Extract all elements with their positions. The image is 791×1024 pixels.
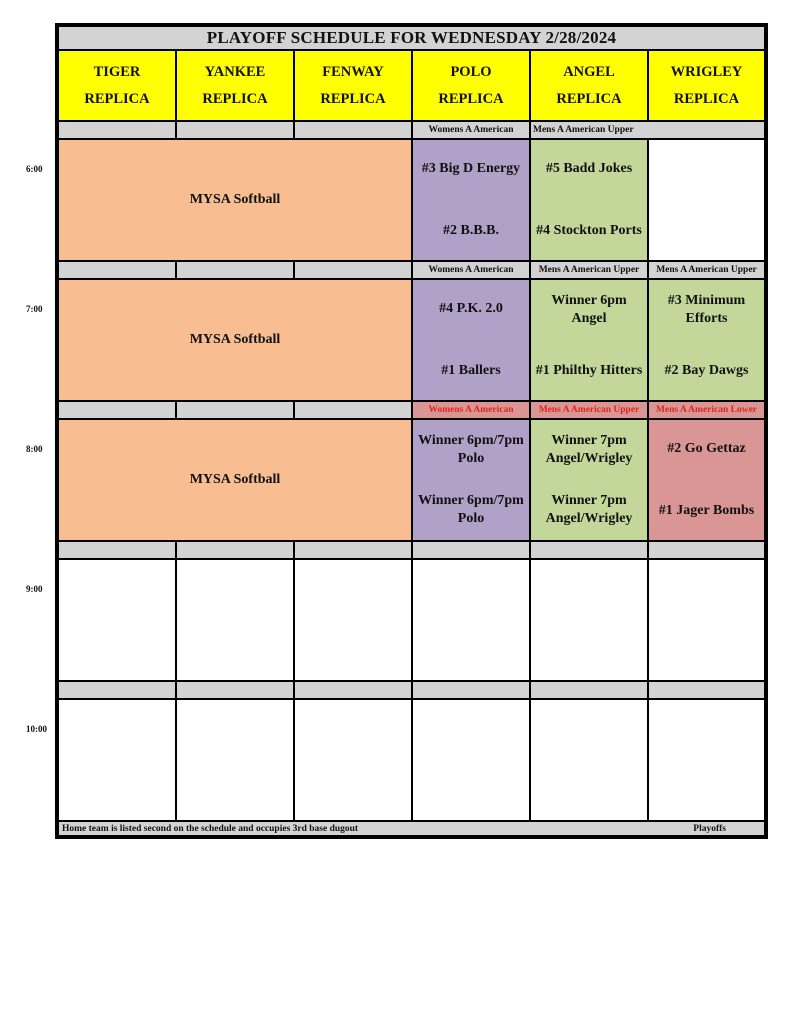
home-team: #1 Ballers [441, 363, 501, 378]
division-band-empty [58, 541, 176, 559]
empty-slot [530, 699, 648, 821]
field-header-angel [530, 50, 648, 121]
field-sub: REPLICA [320, 90, 386, 107]
home-team: #1 Philthy Hitters [535, 363, 643, 378]
empty-slot [648, 559, 765, 681]
division-band-empty [294, 541, 412, 559]
division-band-empty [412, 541, 530, 559]
division-band-empty [648, 541, 765, 559]
empty-slot [176, 699, 294, 821]
field-header-polo [412, 50, 530, 121]
away-team: #2 Go Gettaz [667, 441, 746, 456]
field-name: TIGER [93, 63, 141, 80]
division-band-empty [294, 261, 412, 279]
game-polo-8pm [412, 419, 530, 541]
mysa-block-7pm: MYSA Softball [58, 279, 412, 401]
empty-slot [648, 139, 765, 261]
time-label-8: 8:00 [26, 444, 43, 454]
away-team: #5 Badd Jokes [545, 161, 633, 176]
field-name: ANGEL [563, 63, 615, 80]
home-team: #2 B.B.B. [442, 223, 499, 238]
division-band-wrigley: Mens A American Lower [648, 401, 765, 419]
time-label-6: 6:00 [26, 164, 43, 174]
home-team: #4 Stockton Ports [536, 223, 642, 238]
division-band-empty [294, 401, 412, 419]
empty-slot [58, 559, 176, 681]
division-band-polo: Womens A American [412, 121, 530, 139]
game-polo-7pm [412, 279, 530, 401]
time-label-7: 7:00 [26, 304, 43, 314]
division-band-empty [176, 681, 294, 699]
field-name: WRIGLEY [670, 63, 743, 80]
division-band-empty [176, 261, 294, 279]
division-band-empty [58, 401, 176, 419]
empty-slot [176, 559, 294, 681]
field-header-tiger [58, 50, 176, 121]
division-band-empty [58, 261, 176, 279]
empty-slot [294, 699, 412, 821]
division-band-empty [294, 121, 412, 139]
game-wrigley-7pm [648, 279, 765, 401]
field-sub: REPLICA [84, 90, 150, 107]
field-sub: REPLICA [556, 90, 622, 107]
schedule-sheet [55, 23, 768, 839]
game-angel-8pm [530, 419, 648, 541]
division-band-empty [176, 401, 294, 419]
division-band-wrigley: Mens A American Upper [648, 261, 765, 279]
footer-note: Home team is listed second on the schedule and occupies 3rd base dugout [62, 823, 359, 834]
division-band-empty [530, 541, 648, 559]
schedule-title: PLAYOFF SCHEDULE FOR WEDNESDAY 2/28/2024 [58, 26, 765, 50]
division-band-empty [58, 121, 176, 139]
home-team: Winner 7pm Angel/Wrigley [545, 493, 633, 526]
game-wrigley-8pm [648, 419, 765, 541]
mysa-block-8pm: MYSA Softball [58, 419, 412, 541]
division-band-empty [530, 681, 648, 699]
away-team: #4 P.K. 2.0 [439, 301, 503, 316]
division-band-angel: Mens A American Upper [530, 261, 648, 279]
game-polo-6pm [412, 139, 530, 261]
field-sub: REPLICA [673, 90, 740, 107]
empty-slot [412, 559, 530, 681]
division-band-empty [294, 681, 412, 699]
field-header-fenway [294, 50, 412, 121]
away-team: Winner 7pm Angel/Wrigley [545, 433, 633, 466]
field-sub: REPLICA [202, 90, 268, 107]
field-name: FENWAY [322, 63, 384, 80]
division-band-angel: Mens A American Upper [530, 121, 765, 139]
empty-slot [294, 559, 412, 681]
empty-slot [530, 559, 648, 681]
footer-label: Playoffs [693, 823, 726, 834]
away-team: #3 Minimum Efforts [667, 293, 746, 326]
game-angel-6pm [530, 139, 648, 261]
empty-slot [412, 699, 530, 821]
empty-slot [58, 699, 176, 821]
division-band-empty [176, 121, 294, 139]
division-band-empty [58, 681, 176, 699]
away-team: Winner 6pm Angel [551, 293, 627, 326]
field-sub: REPLICA [438, 90, 504, 107]
home-team: #1 Jager Bombs [658, 503, 755, 518]
division-band-polo: Womens A American [412, 401, 530, 419]
field-name: YANKEE [204, 63, 266, 80]
division-band-empty [176, 541, 294, 559]
division-band-polo: Womens A American [412, 261, 530, 279]
home-team: Winner 6pm/7pm Polo [418, 493, 524, 526]
time-label-9: 9:00 [26, 584, 43, 594]
division-band-angel: Mens A American Upper [530, 401, 648, 419]
field-name: POLO [450, 63, 492, 80]
schedule-footer [58, 821, 765, 836]
away-team: Winner 6pm/7pm Polo [418, 433, 524, 466]
field-header-wrigley [648, 50, 765, 121]
division-band-empty [648, 681, 765, 699]
time-label-10: 10:00 [26, 724, 47, 734]
game-angel-7pm [530, 279, 648, 401]
field-header-yankee [176, 50, 294, 121]
division-band-empty [412, 681, 530, 699]
empty-slot [648, 699, 765, 821]
mysa-block-6pm: MYSA Softball [58, 139, 412, 261]
home-team: #2 Bay Dawgs [664, 363, 749, 378]
away-team: #3 Big D Energy [421, 161, 521, 176]
